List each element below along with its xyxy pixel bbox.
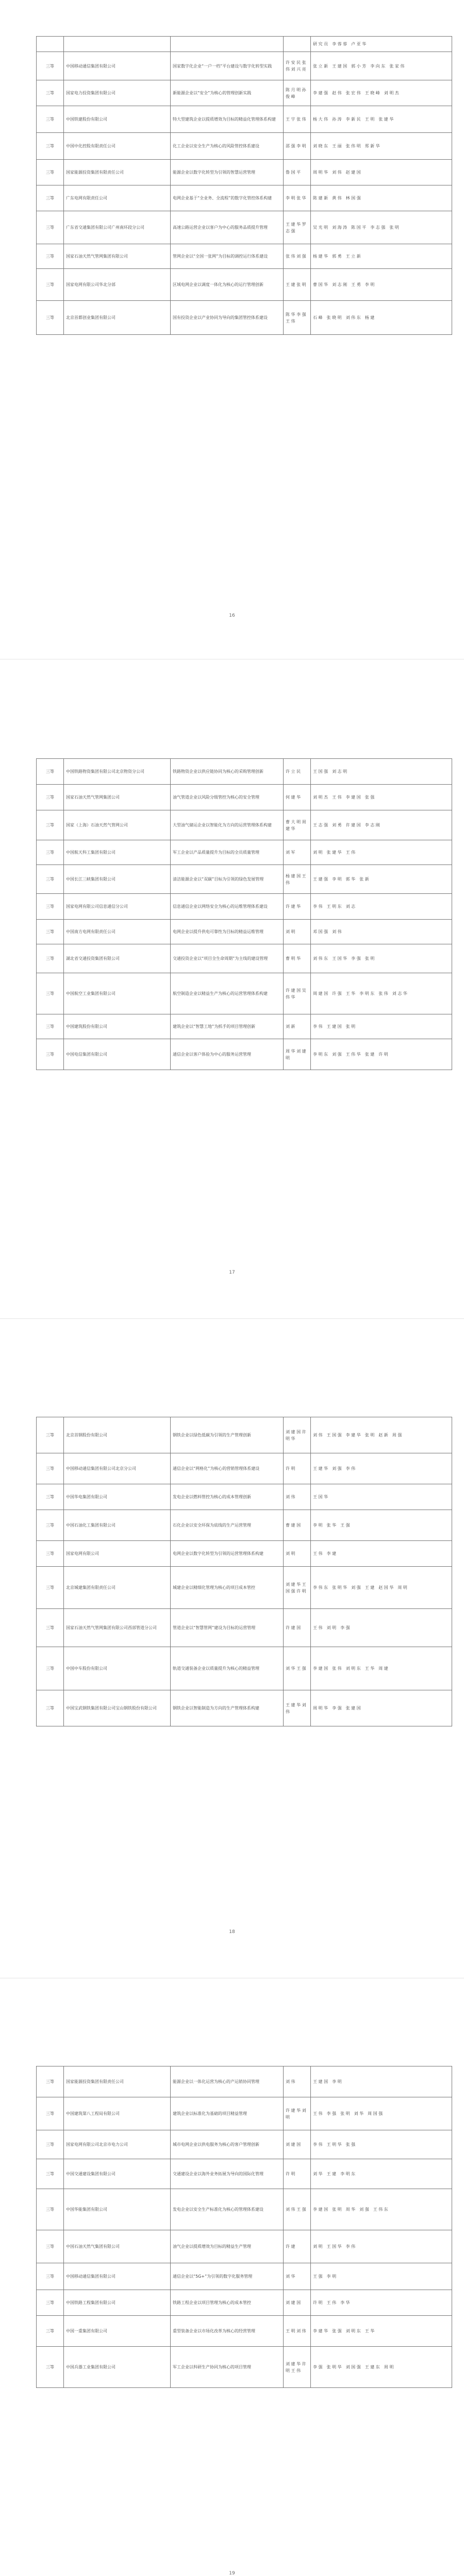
- members-cell: 刘 明 王 国 华 李 伟: [311, 2230, 452, 2263]
- prize-cell: 三等: [37, 160, 64, 185]
- organization-cell: 中国长江三峡集团有限公司: [64, 865, 171, 894]
- award-table-body: [37, 1417, 452, 1726]
- members-cell: 王 建 华 刘 强 李 伟: [311, 1453, 452, 1484]
- project-cell: 铁路物资企业以供应链协同为核心的采购管理创新: [171, 759, 284, 785]
- lead-cell: 刘 军: [284, 840, 311, 865]
- document-page-17: [0, 659, 464, 1319]
- project-cell: 军工企业以产品质量提升为目标的全员质量管理: [171, 840, 284, 865]
- members-cell: 王 国 强 刘 志 明: [311, 759, 452, 785]
- lead-cell: 曹 明 华: [284, 944, 311, 973]
- prize-cell: 三等: [37, 1609, 64, 1647]
- organization-cell: 中国建筑股份有限公司: [64, 1014, 171, 1039]
- lead-cell: 许 明: [284, 1453, 311, 1484]
- prize-cell: 三等: [37, 759, 64, 785]
- organization-cell: 中国移动通信集团有限公司: [64, 52, 171, 80]
- table-row: [37, 894, 452, 920]
- award-table-body: [37, 2066, 452, 2388]
- table-row: [37, 133, 452, 160]
- organization-cell: 北京首钢股份有限公司: [64, 1417, 171, 1453]
- members-cell: 李 伟 东 张 明 华 刘 强 王 建 赵 国 华 周 明: [311, 1567, 452, 1609]
- project-cell: 特大型建筑企业以提质增效为目标的精益化管理体系构建: [171, 106, 284, 133]
- table-row: [37, 269, 452, 301]
- table-row: [37, 2097, 452, 2130]
- members-cell: 李 建 国 张 明 周 华 刘 强 王 伟 东: [311, 2189, 452, 2230]
- table-row: [37, 920, 452, 944]
- lead-cell: 刘 明: [284, 920, 311, 944]
- table-row: [37, 2189, 452, 2230]
- organization-cell: 中国石油化工集团有限公司: [64, 1510, 171, 1541]
- project-cell: 建筑企业以标准化为基础的项目精益管理: [171, 2097, 284, 2130]
- organization-cell: 中国铁路工程集团有限公司: [64, 2290, 171, 2316]
- organization-cell: 中国一重集团有限公司: [64, 2316, 171, 2347]
- lead-cell: 刘 伟 王 强: [284, 2189, 311, 2230]
- project-cell: 发电企业以燃料管控为核心的成本管理创新: [171, 1484, 284, 1510]
- table-row: [37, 759, 452, 785]
- members-cell: 刘 华 王 建 李 明 东: [311, 2159, 452, 2189]
- lead-cell: 李 明 张 华: [284, 185, 311, 211]
- lead-cell: 王 建 张 明: [284, 269, 311, 301]
- organization-cell: 中国中车股份有限公司: [64, 1647, 171, 1690]
- project-cell: 城建企业以精细化管理为核心的项目成本管控: [171, 1567, 284, 1609]
- lead-cell: 刘 建 国: [284, 2290, 311, 2316]
- table-row: [37, 37, 452, 52]
- organization-cell: 国家石油天然气管网集团有限公司: [64, 244, 171, 269]
- table-row: [37, 1510, 452, 1541]
- project-cell: 建筑企业以“智慧工地”为抓手的项目管理创新: [171, 1014, 284, 1039]
- members-cell: 杨 大 伟 孙 涛 李 新 民 王 明 张 建 华: [311, 106, 452, 133]
- table-row: [37, 1541, 452, 1567]
- lead-cell: 许 建 华: [284, 894, 311, 920]
- members-cell: 张 立 新 王 建 国 郭 小 芳 李 向 东 张 家 伟: [311, 52, 452, 80]
- organization-cell: 中国南方电网有限责任公司: [64, 920, 171, 944]
- prize-cell: [37, 37, 64, 52]
- lead-cell: [284, 37, 311, 52]
- table-row: [37, 211, 452, 244]
- lead-cell: 刘 华: [284, 2263, 311, 2290]
- page-number: 16: [229, 613, 235, 618]
- members-cell: 杨 建 华 郭 勇 王 立 新: [311, 244, 452, 269]
- members-cell: 李 建 华 张 强 刘 明 东 王 华: [311, 2316, 452, 2347]
- prize-cell: 三等: [37, 2316, 64, 2347]
- members-cell: 周 明 华 李 强 张 建 国: [311, 1690, 452, 1726]
- organization-cell: 中国宝武钢铁集团有限公司宝山钢铁股份有限公司: [64, 1690, 171, 1726]
- lead-cell: 刘 伟: [284, 2066, 311, 2097]
- prize-cell: 三等: [37, 1690, 64, 1726]
- prize-cell: 三等: [37, 2130, 64, 2159]
- table-row: [37, 785, 452, 810]
- lead-cell: 邵 强 李 明: [284, 133, 311, 160]
- members-cell: 李 明 张 华 王 强: [311, 1510, 452, 1541]
- members-cell: 刘 伟 王 国 强 李 建 华 张 明 赵 新 周 强: [311, 1417, 452, 1453]
- members-cell: 王 建 国 李 明: [311, 2066, 452, 2097]
- project-cell: 大型油气储运企业以智能化为方向的运营管理体系构建: [171, 810, 284, 840]
- project-cell: 发电企业以安全生产标准化为核心的管理体系建设: [171, 2189, 284, 2230]
- prize-cell: 三等: [37, 1039, 64, 1070]
- members-cell: 刘 晓 东 王 丽 张 伟 明 郑 新 华: [311, 133, 452, 160]
- prize-cell: 三等: [37, 1417, 64, 1453]
- table-row: [37, 1039, 452, 1070]
- members-cell: 李 建 强 赵 伟 张 宏 伟 王 晓 峰 刘 明 杰: [311, 80, 452, 106]
- prize-cell: 三等: [37, 269, 64, 301]
- lead-cell: 刘 新: [284, 1014, 311, 1039]
- document-page-19: [0, 1978, 464, 2576]
- members-cell: 许 明 王 伟 李 华: [311, 2290, 452, 2316]
- members-cell: 王 志 强 刘 勇 许 建 国 李 志 刚: [311, 810, 452, 840]
- award-table-body: [37, 37, 452, 335]
- project-cell: 油气企业以提质增效为目标的精益生产管理: [171, 2230, 284, 2263]
- project-cell: 新能源企业以“安全”为核心的管理创新实践: [171, 80, 284, 106]
- project-cell: 国有投资企业以产业协同为导向的集团管控体系建设: [171, 301, 284, 335]
- lead-cell: 曹 建 国: [284, 1510, 311, 1541]
- organization-cell: 国家电力投资集团有限公司: [64, 80, 171, 106]
- members-cell: 王 国 华: [311, 1484, 452, 1510]
- members-cell: 李 建 国 张 伟 刘 明 东 王 华 周 建: [311, 1647, 452, 1690]
- prize-cell: 三等: [37, 840, 64, 865]
- project-cell: 重型装备企业以市场化改革为核心的经营管理: [171, 2316, 284, 2347]
- prize-cell: 三等: [37, 2230, 64, 2263]
- members-cell: 吴 光 明 刘 海 涛 陈 国 平 李 志 强 张 明: [311, 211, 452, 244]
- project-cell: 化工企业以安全生产为核心的风险管控体系建设: [171, 133, 284, 160]
- project-cell: 通信企业以“5G+”为引领的数字化服务管理: [171, 2263, 284, 2290]
- award-table: [36, 1417, 452, 1726]
- members-cell: 刘 伟 东 王 国 华 李 强 张 明: [311, 944, 452, 973]
- organization-cell: 国家电网有限公司华北分部: [64, 269, 171, 301]
- prize-cell: 三等: [37, 944, 64, 973]
- lead-cell: 刘 建 国 许 明 华: [284, 1417, 311, 1453]
- organization-cell: 国家电网有限公司信息通信分公司: [64, 894, 171, 920]
- project-cell: 通信企业以“网格化”为核心的营销管理体系建设: [171, 1453, 284, 1484]
- project-cell: 能源企业以一体化运营为核心的产运销协同管理: [171, 2066, 284, 2097]
- table-row: [37, 185, 452, 211]
- project-cell: 电网企业以提升供电可靠性为目标的精益运维管理: [171, 920, 284, 944]
- prize-cell: 三等: [37, 1541, 64, 1567]
- page-number: 19: [229, 2571, 235, 2576]
- members-cell: 李 明 东 刘 强 王 伟 华 张 建 许 明: [311, 1039, 452, 1070]
- page-number: 17: [229, 1270, 235, 1275]
- prize-cell: 三等: [37, 920, 64, 944]
- project-cell: 城市电网企业以供电服务为核心的客户管理创新: [171, 2130, 284, 2159]
- members-cell: 陈 建 新 黄 伟 林 国 强: [311, 185, 452, 211]
- table-row: [37, 106, 452, 133]
- lead-cell: 周 华 刘 建 明: [284, 1039, 311, 1070]
- lead-cell: 王 建 华 刘 伟: [284, 1690, 311, 1726]
- lead-cell: 杨 建 国 王 伟: [284, 865, 311, 894]
- members-cell: 曹 国 华 刘 志 刚 王 勇 李 明: [311, 269, 452, 301]
- award-table: [36, 758, 452, 1070]
- project-cell: 信息通信企业以网络安全为核心的运维管理体系建设: [171, 894, 284, 920]
- prize-cell: 三等: [37, 810, 64, 840]
- prize-cell: 三等: [37, 211, 64, 244]
- organization-cell: 北京首都创业集团有限公司: [64, 301, 171, 335]
- project-cell: 轨道交通装备企业以质量提升为核心的精益管理: [171, 1647, 284, 1690]
- lead-cell: 王 宇 张 伟: [284, 106, 311, 133]
- lead-cell: 王 明 刘 伟: [284, 2316, 311, 2347]
- project-cell: 高速公路运营企业以客户为中心的服务品质提升管理: [171, 211, 284, 244]
- table-row: [37, 2130, 452, 2159]
- lead-cell: 许 建 国: [284, 1609, 311, 1647]
- members-cell: 李 伟 王 明 东 刘 志: [311, 894, 452, 920]
- table-row: [37, 973, 452, 1014]
- organization-cell: 广东电网有限责任公司: [64, 185, 171, 211]
- lead-cell: 许 明: [284, 2159, 311, 2189]
- prize-cell: 三等: [37, 185, 64, 211]
- prize-cell: 三等: [37, 785, 64, 810]
- project-cell: 交通建设企业以海外业务拓展为导向的国际化管理: [171, 2159, 284, 2189]
- award-table: [36, 36, 452, 335]
- organization-cell: 中国移动通信集团有限公司: [64, 2263, 171, 2290]
- table-row: [37, 810, 452, 840]
- organization-cell: 国家能源投资集团有限责任公司: [64, 2066, 171, 2097]
- project-cell: 国家数字化企业“一户一档”平台建设与数字化转型实践: [171, 52, 284, 80]
- project-cell: 电网企业基于“全业务、全流程”的数字化管控体系构建: [171, 185, 284, 211]
- lead-cell: 许 建 国 吴 伟 华: [284, 973, 311, 1014]
- award-table-body: [37, 759, 452, 1070]
- table-row: [37, 2230, 452, 2263]
- organization-cell: [64, 37, 171, 52]
- lead-cell: 何 建 华: [284, 785, 311, 810]
- lead-cell: 王 建 华 罗 志 强: [284, 211, 311, 244]
- prize-cell: 三等: [37, 2097, 64, 2130]
- table-row: [37, 2066, 452, 2097]
- project-cell: 管道企业以“智慧管网”建设为目标的运营管理: [171, 1609, 284, 1647]
- members-cell: 周 建 国 许 强 王 华 李 明 东 张 伟 刘 志 华: [311, 973, 452, 1014]
- prize-cell: 三等: [37, 1484, 64, 1510]
- organization-cell: 国家电网有限公司: [64, 1541, 171, 1567]
- members-cell: 王 强 李 明: [311, 2263, 452, 2290]
- members-cell: 王 伟 刘 明 李 强: [311, 1609, 452, 1647]
- project-cell: 能源企业以数字化转型为引领的智慧运营管理: [171, 160, 284, 185]
- lead-cell: 刘 建 华 许 明 王 伟: [284, 2347, 311, 2388]
- table-row: [37, 1484, 452, 1510]
- prize-cell: 三等: [37, 2159, 64, 2189]
- prize-cell: 三等: [37, 1647, 64, 1690]
- table-row: [37, 1567, 452, 1609]
- table-row: [37, 2347, 452, 2388]
- members-cell: 李 伟 王 建 国 张 明: [311, 1014, 452, 1039]
- document-page-18: [0, 1319, 464, 1978]
- prize-cell: 三等: [37, 301, 64, 335]
- table-row: [37, 840, 452, 865]
- organization-cell: 湖北省交通投资集团有限公司: [64, 944, 171, 973]
- organization-cell: 中国兵器工业集团有限公司: [64, 2347, 171, 2388]
- table-row: [37, 301, 452, 335]
- organization-cell: 中国中化控股有限责任公司: [64, 133, 171, 160]
- lead-cell: 刘 建 华 王 国 强 许 明: [284, 1567, 311, 1609]
- members-cell: 石 峰 张 晓 明 刘 伟 东 杨 建: [311, 301, 452, 335]
- organization-cell: 北京城建集团有限责任公司: [64, 1567, 171, 1609]
- prize-cell: 三等: [37, 244, 64, 269]
- members-cell: 李 伟 王 明 华 张 强: [311, 2130, 452, 2159]
- table-row: [37, 1647, 452, 1690]
- page-number: 18: [229, 1929, 235, 1935]
- prize-cell: 三等: [37, 2290, 64, 2316]
- table-row: [37, 2316, 452, 2347]
- organization-cell: 国家能源投资集团有限责任公司: [64, 160, 171, 185]
- prize-cell: 三等: [37, 1014, 64, 1039]
- project-cell: 铁路工程企业以项目管理为核心的成本管控: [171, 2290, 284, 2316]
- prize-cell: 三等: [37, 52, 64, 80]
- lead-cell: 鲁 国 平: [284, 160, 311, 185]
- prize-cell: 三等: [37, 106, 64, 133]
- members-cell: 王 伟 李 强 张 明 刘 华 周 国 强: [311, 2097, 452, 2130]
- table-row: [37, 2263, 452, 2290]
- lead-cell: 张 伟 刘 强: [284, 244, 311, 269]
- table-row: [37, 1014, 452, 1039]
- organization-cell: 中国华能集团有限公司: [64, 2189, 171, 2230]
- organization-cell: 中国航空工业集团有限公司: [64, 973, 171, 1014]
- table-row: [37, 2290, 452, 2316]
- organization-cell: 广东省交通集团有限公司广州南环段分公司: [64, 211, 171, 244]
- project-cell: 交通投资企业以“项目全生命周期”为主线的建设管理: [171, 944, 284, 973]
- prize-cell: 三等: [37, 894, 64, 920]
- organization-cell: 中国铁建股份有限公司: [64, 106, 171, 133]
- prize-cell: 三等: [37, 133, 64, 160]
- members-cell: 周 明 华 刘 伟 赵 建 国: [311, 160, 452, 185]
- organization-cell: 国家（上海）石油天然气管网公司: [64, 810, 171, 840]
- project-cell: 区域电网企业以调度一体化为核心的运行管理创新: [171, 269, 284, 301]
- organization-cell: 中国华电集团有限公司: [64, 1484, 171, 1510]
- prize-cell: 三等: [37, 973, 64, 1014]
- table-row: [37, 944, 452, 973]
- organization-cell: 中国航天科工集团有限公司: [64, 840, 171, 865]
- prize-cell: 三等: [37, 2066, 64, 2097]
- organization-cell: 中国铁路物资集团有限公司北京物资分公司: [64, 759, 171, 785]
- prize-cell: 三等: [37, 2347, 64, 2388]
- lead-cell: 陈 华 李 强 王 伟: [284, 301, 311, 335]
- lead-cell: 陈 月 明 孙 俊 峰: [284, 80, 311, 106]
- project-cell: 管网企业以“全国一张网”为目标的调控运行体系建设: [171, 244, 284, 269]
- members-cell: 邓 国 强 刘 伟: [311, 920, 452, 944]
- project-cell: 军工企业以科研生产协同为核心的项目管理: [171, 2347, 284, 2388]
- table-row: [37, 1609, 452, 1647]
- organization-cell: 国家石油天然气管网集团有限公司西部管道分公司: [64, 1609, 171, 1647]
- table-row: [37, 2159, 452, 2189]
- lead-cell: 许 立 民: [284, 759, 311, 785]
- members-cell: 王 建 强 李 明 郭 华 张 新: [311, 865, 452, 894]
- members-cell: 刘 明 张 建 华 王 伟: [311, 840, 452, 865]
- organization-cell: 中国石油天然气集团有限公司: [64, 2230, 171, 2263]
- organization-cell: 国家石油天然气管网集团公司: [64, 785, 171, 810]
- prize-cell: 三等: [37, 1453, 64, 1484]
- lead-cell: 许 建 华 刘 明: [284, 2097, 311, 2130]
- lead-cell: 曹 大 明 周 建 华: [284, 810, 311, 840]
- table-row: [37, 160, 452, 185]
- table-row: [37, 865, 452, 894]
- lead-cell: 刘 华 王 强: [284, 1647, 311, 1690]
- table-row: [37, 80, 452, 106]
- award-table: [36, 2066, 452, 2388]
- organization-cell: 中国交通建设集团有限公司: [64, 2159, 171, 2189]
- project-cell: 石化企业以安全环保为底线的生产运营管理: [171, 1510, 284, 1541]
- organization-cell: 国家电网有限公司北京市电力公司: [64, 2130, 171, 2159]
- prize-cell: 三等: [37, 2189, 64, 2230]
- organization-cell: 中国电信集团有限公司: [64, 1039, 171, 1070]
- project-cell: [171, 37, 284, 52]
- table-row: [37, 244, 452, 269]
- project-cell: 油气管道企业以风险分级管控为核心的安全管理: [171, 785, 284, 810]
- lead-cell: 许 安 民 张 伟 刘 兴 亮: [284, 52, 311, 80]
- project-cell: 清洁能源企业以“双碳”目标为引领的绿色发展管理: [171, 865, 284, 894]
- prize-cell: 三等: [37, 2263, 64, 2290]
- members-cell: 王 伟 李 建: [311, 1541, 452, 1567]
- table-row: [37, 52, 452, 80]
- members-cell: 研 究 员 李 蓉 蓉 卢 亚 华: [311, 37, 452, 52]
- table-row: [37, 1690, 452, 1726]
- lead-cell: 刘 建 国: [284, 2130, 311, 2159]
- lead-cell: 许 建: [284, 2230, 311, 2263]
- lead-cell: 刘 伟: [284, 1484, 311, 1510]
- lead-cell: 刘 明: [284, 1541, 311, 1567]
- document-page-16: [0, 0, 464, 659]
- prize-cell: 三等: [37, 80, 64, 106]
- project-cell: 电网企业以数字化转型为引领的运营管理体系构建: [171, 1541, 284, 1567]
- members-cell: 刘 明 杰 王 伟 李 建 国 张 强: [311, 785, 452, 810]
- prize-cell: 三等: [37, 1567, 64, 1609]
- prize-cell: 三等: [37, 865, 64, 894]
- project-cell: 通信企业以客户体验为中心的服务运营管理: [171, 1039, 284, 1070]
- project-cell: 航空制造企业以精益生产为核心的运营管理体系构建: [171, 973, 284, 1014]
- organization-cell: 中国建筑第八工程局有限公司: [64, 2097, 171, 2130]
- table-row: [37, 1417, 452, 1453]
- project-cell: 钢铁企业以绿色低碳为引领的生产管理创新: [171, 1417, 284, 1453]
- table-row: [37, 1453, 452, 1484]
- project-cell: 钢铁企业以智能制造为方向的生产管理体系构建: [171, 1690, 284, 1726]
- prize-cell: 三等: [37, 1510, 64, 1541]
- members-cell: 李 强 张 明 华 刘 国 强 王 建 东 周 明: [311, 2347, 452, 2388]
- organization-cell: 中国移动通信集团有限公司北京分公司: [64, 1453, 171, 1484]
